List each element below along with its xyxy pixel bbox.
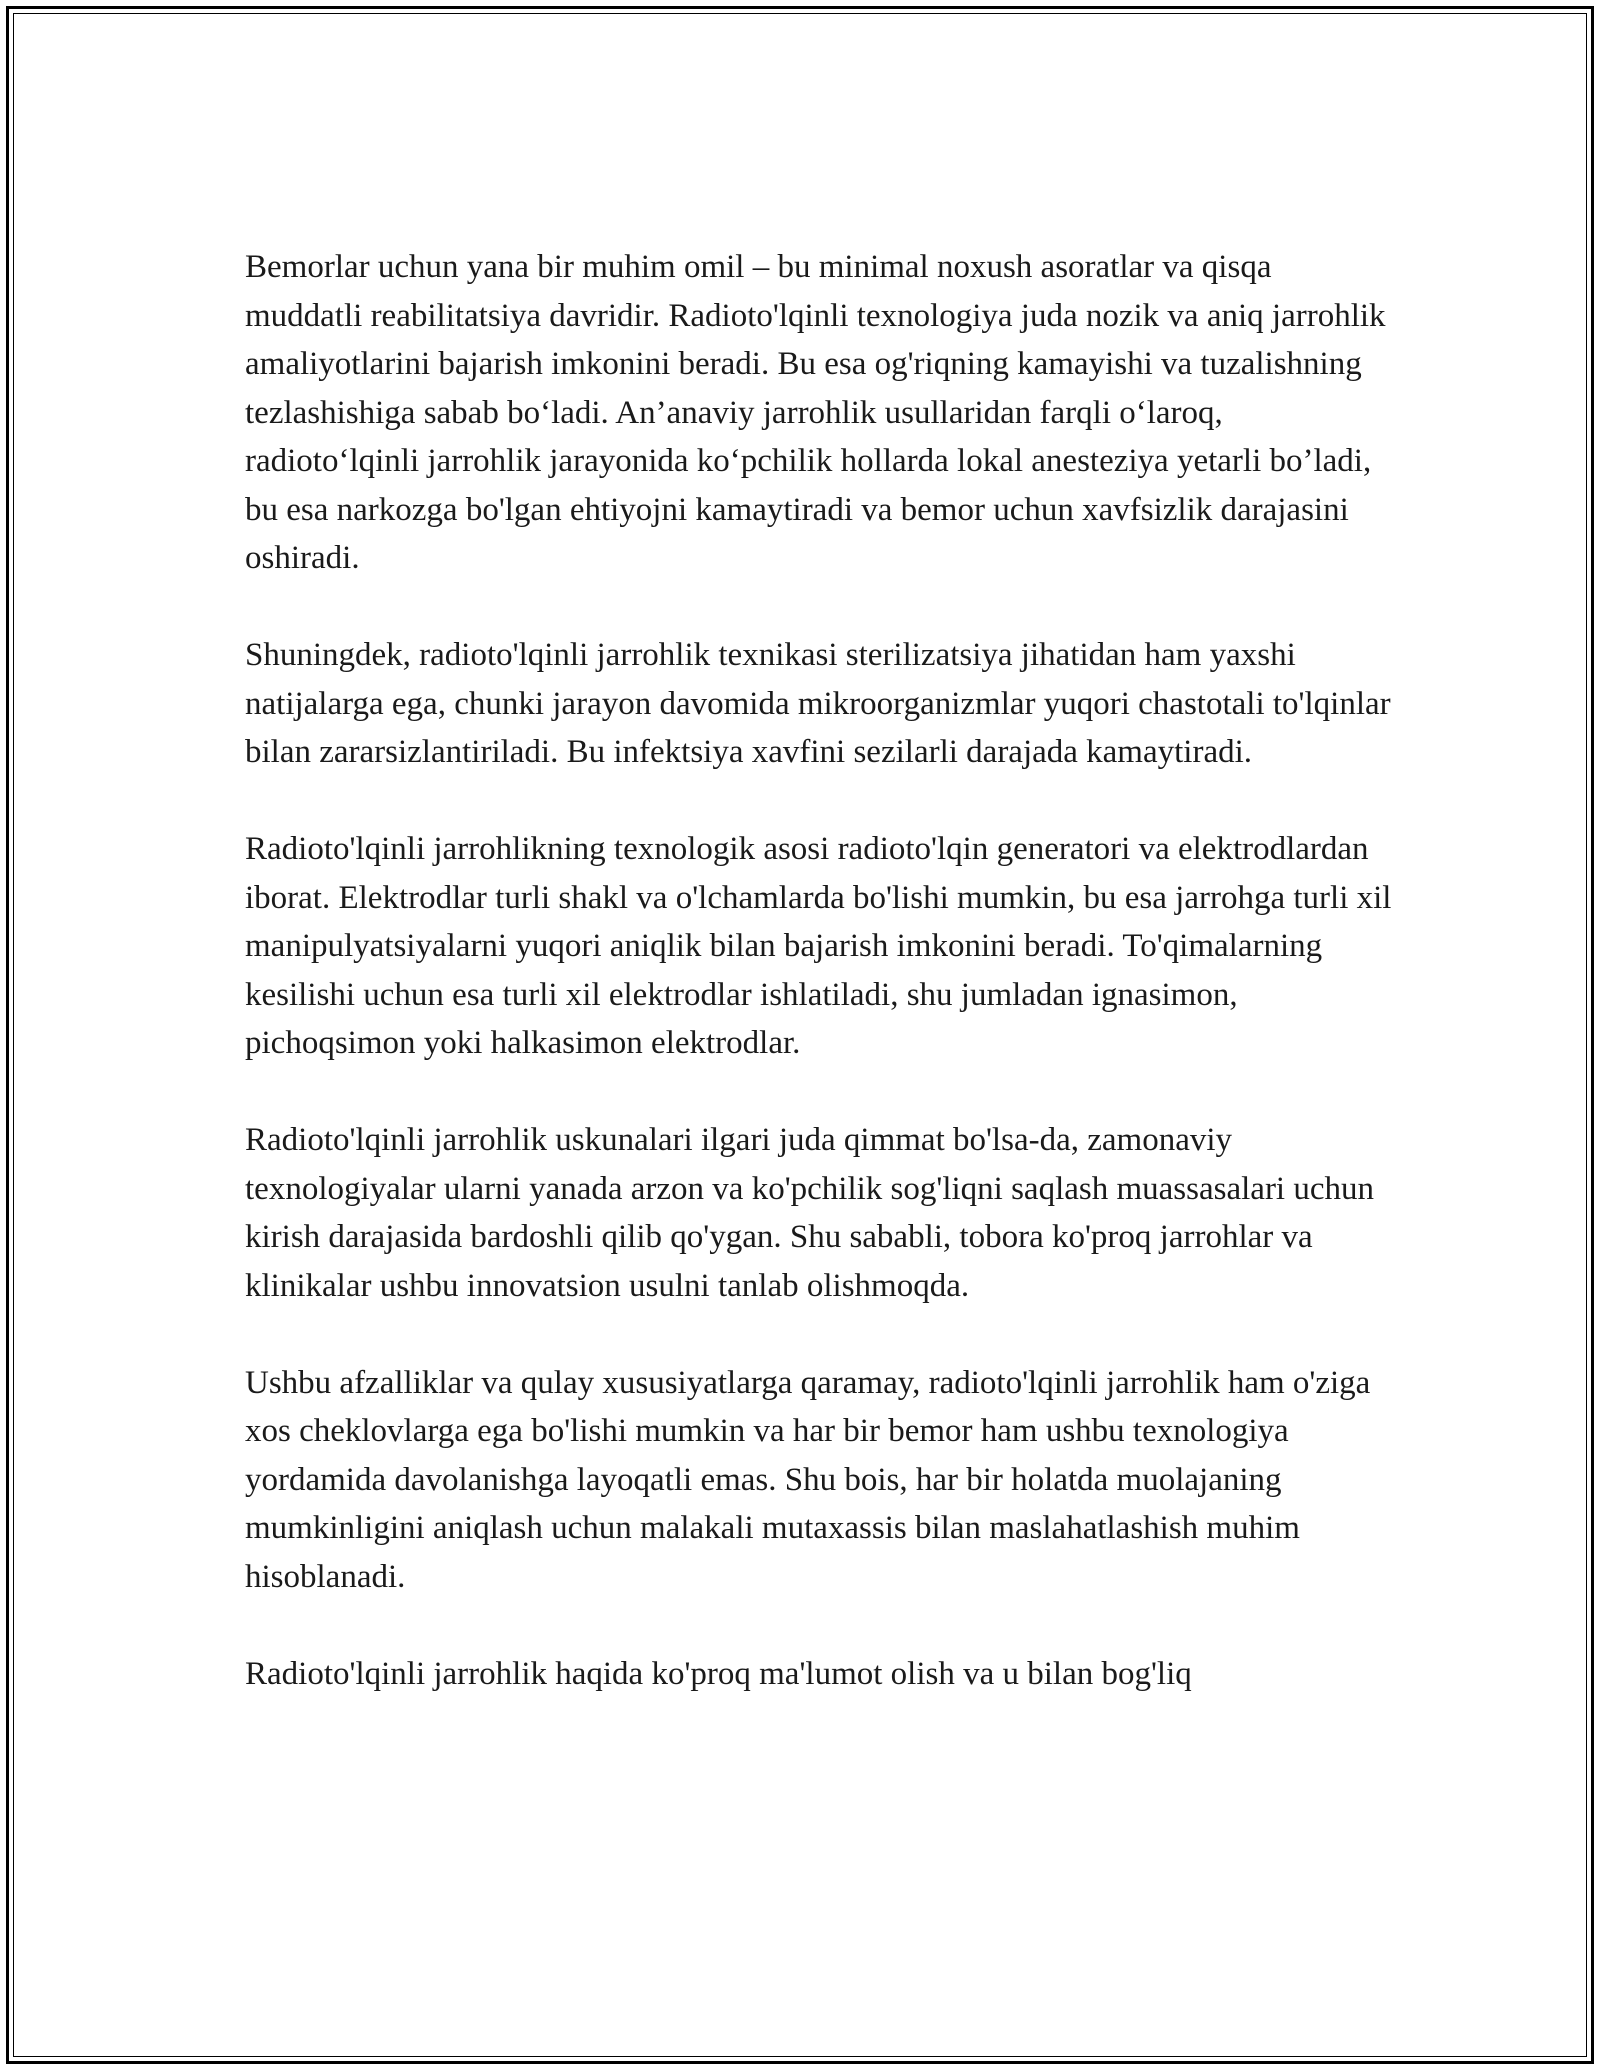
paragraph-1: Bemorlar uchun yana bir muhim omil – bu minimal noxush asoratlar va qisqa muddatli reabilitatsiya davridir. Radioto'lqinli texnologiya juda nozik va aniq jarrohlik amaliyotlarini bajarish imkonini beradi. Bu esa og'riqning kamayishi va tuzalishning tezlashishiga sabab bo‘ladi. An’anaviy jarrohlik usullaridan farqli o‘laroq, radioto‘lqinli jarrohlik jarayonida ko‘pchilik hollarda lokal anesteziya yetarli bo’ladi, bu esa narkozga bo'lgan ehtiyojni kamaytiradi va bemor uchun xavfsizlik darajasini oshiradi.	[245, 249, 1386, 576]
document-body	[245, 243, 1395, 1747]
paragraph-5: Ushbu afzalliklar va qulay xususiyatlarga qaramay, radioto'lqinli jarrohlik ham o'ziga xos cheklovlarga ega bo'lishi mumkin va har bir bemor ham ushbu texnologiya yordamida davolanishga layoqatli emas. Shu bois, har bir holatda muolajaning mumkinligini aniqlash uchun malakali mutaxassis bilan maslahatlashish muhim hisoblanadi.	[245, 1364, 1371, 1595]
page-border	[6, 6, 1594, 2064]
paragraph-4: Radioto'lqinli jarrohlik uskunalari ilgari juda qimmat bo'lsa-da, zamonaviy texnologiyalar ularni yanada arzon va ko'pchilik sog'liqni saqlash muassasalari uchun kirish darajasida bardoshli qilib qo'ygan. Shu sababli, tobora ko'proq jarrohlar va klinikalar ushbu innovatsion usulni tanlab olishmoqda.	[245, 1122, 1374, 1304]
paragraph-6: Radioto'lqinli jarrohlik haqida ko'proq ma'lumot olish va u bilan bog'liq	[245, 1655, 1192, 1692]
paragraph-2: Shuningdek, radioto'lqinli jarrohlik texnikasi sterilizatsiya jihatidan ham yaxshi natijalarga ega, chunki jarayon davomida mikroorganizmlar yuqori chastotali to'lqinlar bilan zararsizlantiriladi. Bu infektsiya xavfini sezilarli darajada kamaytiradi.	[245, 637, 1391, 770]
paragraph-3: Radioto'lqinli jarrohlikning texnologik asosi radioto'lqin generatori va elektrodlardan iborat. Elektrodlar turli shakl va o'lchamlarda bo'lishi mumkin, bu esa jarrohga turli xil manipulyatsiyalarni yuqori aniqlik bilan bajarish imkonini beradi. To'qimalarning kesilishi uchun esa turli xil elektrodlar ishlatiladi, shu jumladan ignasimon, pichoqsimon yoki halkasimon elektrodlar.	[245, 831, 1392, 1061]
